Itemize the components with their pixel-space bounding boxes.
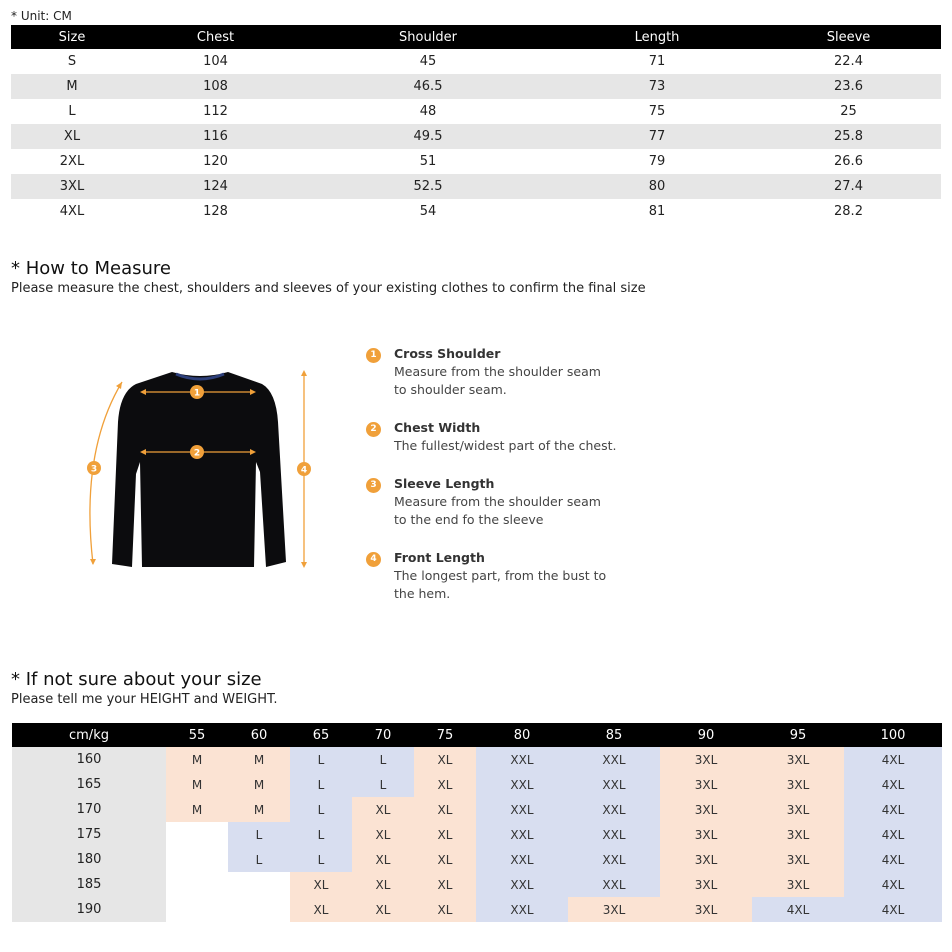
- size-cell: 46.5: [298, 74, 558, 99]
- height-row: [12, 822, 942, 847]
- marker-3-label: 3: [90, 464, 98, 475]
- weight-header: 55: [166, 723, 228, 747]
- recommended-size-cell: XL: [352, 797, 414, 822]
- recommended-size-cell: 3XL: [752, 822, 844, 847]
- recommended-size-cell: 3XL: [660, 822, 752, 847]
- recommended-size-cell: L: [290, 797, 352, 822]
- recommended-size-cell: XL: [414, 847, 476, 872]
- height-cell: 190: [12, 897, 166, 922]
- not-sure-title: * If not sure about your size: [11, 669, 262, 690]
- height-cell: 160: [12, 747, 166, 772]
- sleeve-col-header: Sleeve: [756, 25, 941, 49]
- sweater-shape: [112, 372, 286, 567]
- how-to-measure-title: * How to Measure: [11, 258, 172, 279]
- size-row: [11, 74, 941, 99]
- recommended-size-cell: XXL: [568, 872, 660, 897]
- marker-2: [190, 445, 204, 459]
- recommended-size-cell: 4XL: [752, 897, 844, 922]
- recommended-size-cell: 3XL: [752, 772, 844, 797]
- recommended-size-cell: 4XL: [844, 772, 942, 797]
- recommended-size-cell: XL: [352, 872, 414, 897]
- recommended-size-cell: 3XL: [660, 897, 752, 922]
- size-row: [11, 149, 941, 174]
- size-cell: L: [68, 104, 76, 119]
- sweater-illustration: [80, 362, 320, 577]
- size-cell: XL: [11, 124, 133, 149]
- height-weight-corner-header: cm/kg: [12, 723, 166, 747]
- recommended-size-cell: M: [166, 772, 228, 797]
- step-desc-line: Measure from the shoulder seam: [394, 494, 601, 509]
- height-weight-header-row: [12, 723, 942, 747]
- height-row: [12, 872, 942, 897]
- step-front-length: [366, 549, 626, 603]
- size-cell: 54: [419, 204, 437, 219]
- recommended-size-cell: [166, 847, 228, 872]
- size-row: [11, 199, 941, 224]
- size-cell: 124: [133, 174, 298, 199]
- sweater-diagram: [80, 362, 320, 577]
- size-row: [11, 49, 941, 74]
- recommended-size-cell: XXL: [476, 772, 568, 797]
- recommended-size-cell: 4XL: [844, 897, 942, 922]
- recommended-size-cell: L: [228, 822, 290, 847]
- size-chart-header-row: [11, 25, 941, 49]
- step-title: Cross Shoulder: [394, 346, 501, 361]
- recommended-size-cell: XL: [352, 822, 414, 847]
- sleeve-arrow-head-bottom: [90, 559, 96, 565]
- size-cell: 22.4: [834, 54, 863, 69]
- height-row: [12, 897, 942, 922]
- step-title: Chest Width: [394, 420, 481, 435]
- size-cell: 75: [648, 104, 666, 119]
- recommended-size-cell: XL: [414, 797, 476, 822]
- step-desc-line: the hem.: [394, 586, 451, 601]
- chest-col-header: Chest: [133, 25, 298, 49]
- weight-header: 65: [290, 723, 352, 747]
- marker-2-label: 2: [193, 448, 201, 459]
- recommended-size-cell: XXL: [568, 822, 660, 847]
- recommended-size-cell: 4XL: [844, 797, 942, 822]
- recommended-size-cell: 3XL: [752, 747, 844, 772]
- size-cell: 112: [203, 104, 228, 119]
- unit-note: * Unit: CM: [11, 9, 72, 23]
- size-row: [11, 174, 941, 199]
- step-number-badge: 1: [366, 348, 381, 363]
- size-row: [11, 99, 941, 124]
- recommended-size-cell: XL: [352, 847, 414, 872]
- marker-3: [87, 461, 101, 475]
- height-cell: 170: [12, 797, 166, 822]
- weight-header: 80: [476, 723, 568, 747]
- size-cell: 28.2: [834, 204, 863, 219]
- size-cell: 73: [558, 74, 756, 99]
- size-cell: 2XL: [59, 154, 85, 169]
- recommended-size-cell: M: [228, 747, 290, 772]
- recommended-size-cell: 3XL: [660, 872, 752, 897]
- recommended-size-cell: XL: [414, 822, 476, 847]
- size-cell: 120: [203, 154, 228, 169]
- step-desc-line: The longest part, from the bust to: [394, 568, 607, 583]
- recommended-size-cell: L: [290, 772, 352, 797]
- height-row: [12, 747, 942, 772]
- height-cell: 175: [12, 822, 166, 847]
- weight-header: 70: [352, 723, 414, 747]
- recommended-size-cell: XL: [290, 897, 352, 922]
- height-weight-table: [12, 723, 942, 922]
- size-cell: 81: [648, 204, 666, 219]
- height-cell: 165: [12, 772, 166, 797]
- recommended-size-cell: XXL: [476, 797, 568, 822]
- recommended-size-cell: L: [290, 747, 352, 772]
- recommended-size-cell: 4XL: [844, 747, 942, 772]
- step-desc-line: Measure from the shoulder seam: [394, 364, 601, 379]
- size-cell: 3XL: [11, 174, 133, 199]
- recommended-size-cell: XXL: [476, 847, 568, 872]
- height-row: [12, 797, 942, 822]
- recommended-size-cell: L: [352, 747, 414, 772]
- recommended-size-cell: M: [228, 772, 290, 797]
- height-row: [12, 847, 942, 872]
- size-cell: 71: [648, 54, 666, 69]
- size-cell: 52.5: [298, 174, 558, 199]
- size-col-header: Size: [11, 25, 133, 49]
- height-row: [12, 772, 942, 797]
- recommended-size-cell: L: [290, 822, 352, 847]
- recommended-size-cell: 3XL: [660, 797, 752, 822]
- recommended-size-cell: XL: [414, 872, 476, 897]
- step-number-badge: 2: [366, 422, 381, 437]
- recommended-size-cell: XXL: [476, 872, 568, 897]
- recommended-size-cell: [166, 872, 228, 897]
- weight-header: 100: [844, 723, 942, 747]
- recommended-size-cell: L: [228, 847, 290, 872]
- marker-1-label: 1: [193, 388, 201, 399]
- recommended-size-cell: M: [228, 797, 290, 822]
- size-cell: 26.6: [834, 154, 863, 169]
- length-col-header: Length: [558, 25, 756, 49]
- size-chart-table: [11, 25, 941, 224]
- recommended-size-cell: 3XL: [752, 797, 844, 822]
- recommended-size-cell: [228, 897, 290, 922]
- marker-4-label: 4: [300, 465, 308, 476]
- recommended-size-cell: XXL: [476, 897, 568, 922]
- size-cell: 51: [419, 154, 437, 169]
- recommended-size-cell: 4XL: [844, 872, 942, 897]
- recommended-size-cell: L: [290, 847, 352, 872]
- recommended-size-cell: XL: [352, 897, 414, 922]
- weight-header: 90: [660, 723, 752, 747]
- size-cell: M: [11, 74, 133, 99]
- size-cell: 79: [648, 154, 666, 169]
- step-desc-line: The fullest/widest part of the chest.: [394, 438, 617, 453]
- step-chest-width: [366, 419, 626, 455]
- step-title: Sleeve Length: [394, 476, 495, 491]
- height-cell: 180: [12, 847, 166, 872]
- size-cell: 27.4: [756, 174, 941, 199]
- step-sleeve-length: [366, 475, 626, 529]
- how-to-measure-subtitle: Please measure the chest, shoulders and sleeves of your existing clothes to confirm the final size: [11, 281, 646, 296]
- size-cell: 80: [558, 174, 756, 199]
- recommended-size-cell: 3XL: [752, 847, 844, 872]
- weight-header: 60: [228, 723, 290, 747]
- size-row: [11, 124, 941, 149]
- recommended-size-cell: XXL: [568, 847, 660, 872]
- recommended-size-cell: XL: [414, 747, 476, 772]
- weight-header: 95: [752, 723, 844, 747]
- marker-1: [190, 385, 204, 399]
- step-title: Front Length: [394, 550, 485, 565]
- recommended-size-cell: XXL: [568, 772, 660, 797]
- size-cell: 48: [419, 104, 437, 119]
- recommended-size-cell: M: [166, 747, 228, 772]
- size-cell: S: [67, 54, 77, 69]
- recommended-size-cell: 4XL: [844, 822, 942, 847]
- recommended-size-cell: [166, 897, 228, 922]
- step-desc-line: to shoulder seam.: [394, 382, 507, 397]
- recommended-size-cell: XXL: [476, 747, 568, 772]
- recommended-size-cell: XXL: [476, 822, 568, 847]
- step-cross-shoulder: [366, 345, 626, 399]
- step-number-badge: 4: [366, 552, 381, 567]
- size-cell: 45: [419, 54, 437, 69]
- recommended-size-cell: M: [166, 797, 228, 822]
- recommended-size-cell: [228, 872, 290, 897]
- measure-steps: [366, 345, 626, 623]
- recommended-size-cell: 4XL: [844, 847, 942, 872]
- marker-4: [297, 462, 311, 476]
- size-cell: 128: [203, 204, 228, 219]
- not-sure-subtitle: Please tell me your HEIGHT and WEIGHT.: [11, 692, 278, 707]
- recommended-size-cell: 3XL: [660, 772, 752, 797]
- recommended-size-cell: 3XL: [752, 872, 844, 897]
- recommended-size-cell: XL: [414, 897, 476, 922]
- recommended-size-cell: 3XL: [660, 747, 752, 772]
- recommended-size-cell: 3XL: [568, 897, 660, 922]
- shoulder-col-header: Shoulder: [298, 25, 558, 49]
- size-cell: 77: [558, 124, 756, 149]
- step-number-badge: 3: [366, 478, 381, 493]
- recommended-size-cell: XL: [414, 772, 476, 797]
- size-cell: 23.6: [756, 74, 941, 99]
- size-cell: 116: [133, 124, 298, 149]
- recommended-size-cell: 3XL: [660, 847, 752, 872]
- recommended-size-cell: XL: [290, 872, 352, 897]
- weight-header: 75: [414, 723, 476, 747]
- weight-header: 85: [568, 723, 660, 747]
- recommended-size-cell: L: [352, 772, 414, 797]
- size-cell: 108: [133, 74, 298, 99]
- height-cell: 185: [12, 872, 166, 897]
- size-cell: 25: [840, 104, 857, 119]
- recommended-size-cell: XXL: [568, 747, 660, 772]
- size-cell: 4XL: [59, 204, 85, 219]
- size-cell: 25.8: [756, 124, 941, 149]
- recommended-size-cell: [166, 822, 228, 847]
- recommended-size-cell: XXL: [568, 797, 660, 822]
- step-desc-line: to the end fo the sleeve: [394, 512, 544, 527]
- size-cell: 49.5: [298, 124, 558, 149]
- size-cell: 104: [203, 54, 228, 69]
